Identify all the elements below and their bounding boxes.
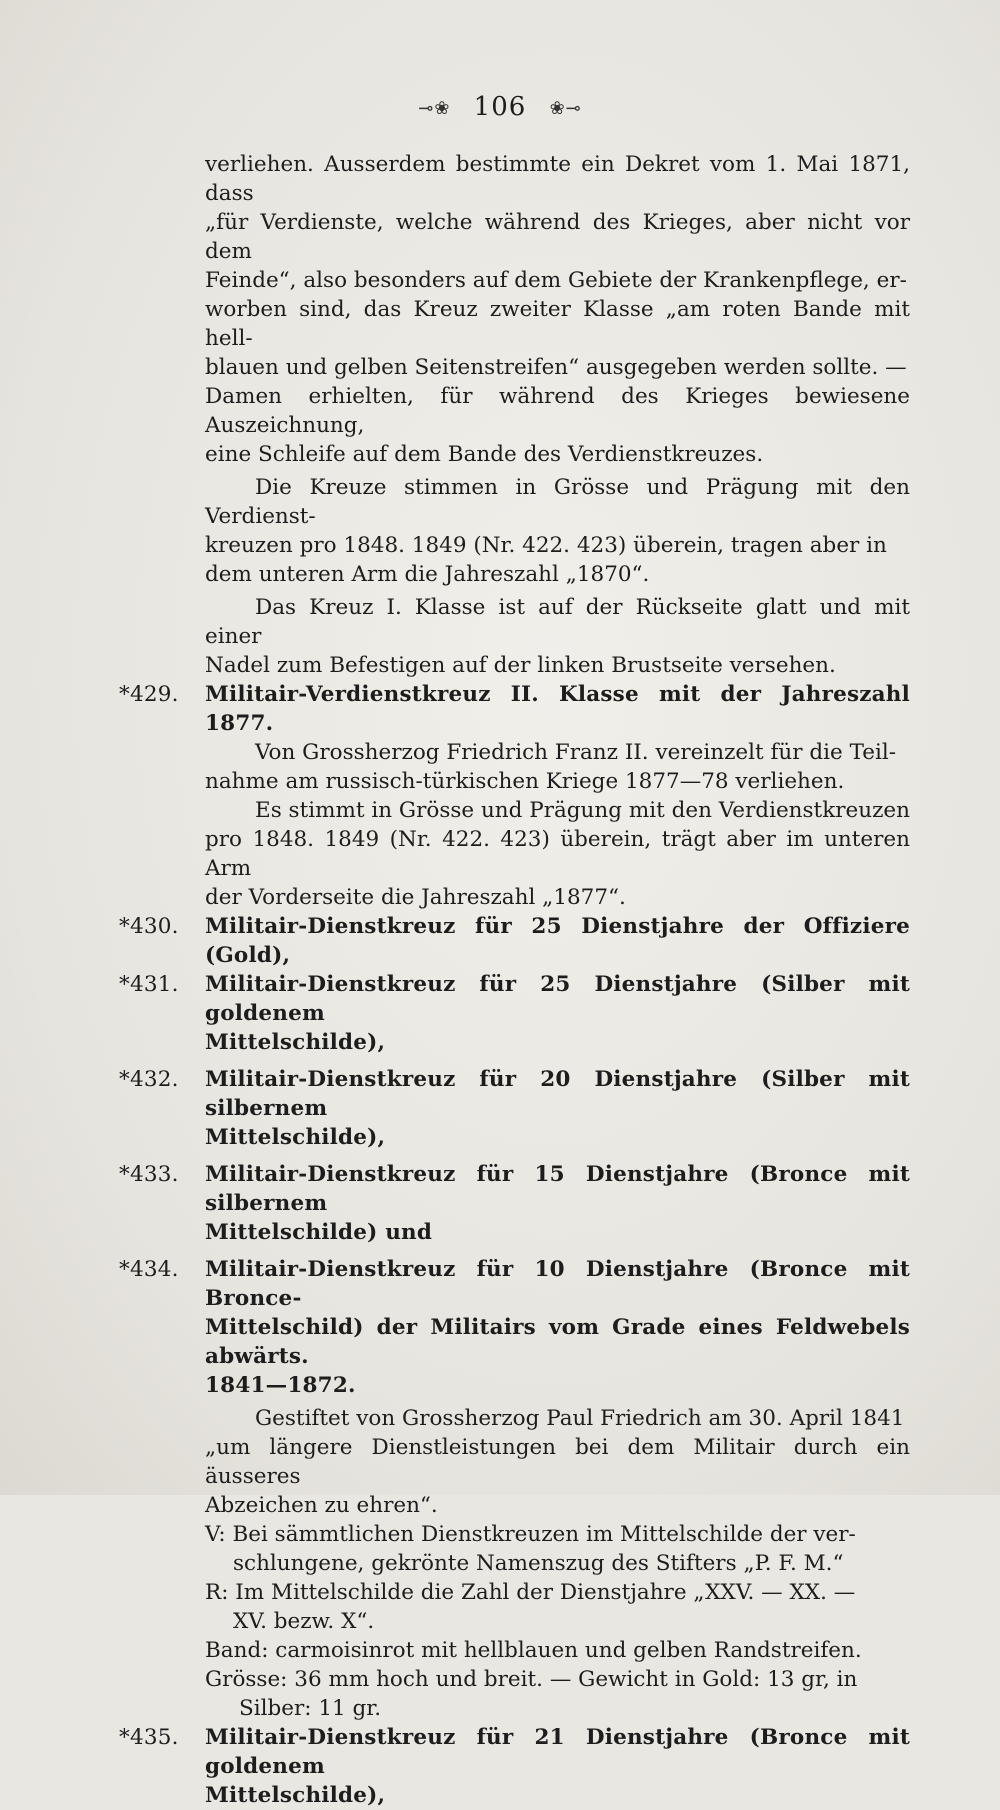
entry-title: Militair-Dienstkreuz für 21 Dienstjahre (Bronce mit goldenem: [205, 1725, 910, 1779]
entry-430: [119, 912, 910, 970]
entry-434-rueckseite: [205, 1578, 910, 1636]
entry-434-silber: [205, 1694, 910, 1723]
entry-434: [119, 1255, 910, 1400]
text-line: Gestiftet von Grossherzog Paul Friedrich am 30. April 1841: [255, 1406, 905, 1431]
text-line: worben sind, das Kreuz zweiter Klasse „am roten Bande mit hell-: [205, 297, 910, 351]
text-line: Es stimmt in Grösse und Prägung mit den Verdienstkreuzen: [255, 798, 910, 823]
entry-number: *430.: [119, 914, 179, 939]
entry-429-text-1: [205, 738, 910, 796]
entry-title: Militair-Dienstkreuz für 25 Dienstjahre (Silber mit goldenem: [205, 972, 910, 1026]
entry-429-text-2: [205, 796, 910, 912]
text-line: Silber: 11 gr.: [239, 1696, 382, 1721]
text-line: Grösse: 36 mm hoch und breit. — Gewicht in Gold: 13 gr, in: [205, 1667, 858, 1692]
entry-431: [119, 970, 910, 1057]
entry-number: *434.: [119, 1257, 179, 1282]
text-line: Nadel zum Befestigen auf der linken Brustseite versehen.: [205, 653, 836, 678]
text-line: V: Bei sämmtlichen Dienstkreuzen im Mittelschilde der ver-: [205, 1522, 856, 1547]
entry-number: *431.: [119, 972, 179, 997]
paragraph-kreuze: [205, 473, 910, 589]
text-line: Abzeichen zu ehren“.: [205, 1493, 438, 1518]
text-line: nahme am russisch-türkischen Kriege 1877—78 verliehen.: [205, 769, 845, 794]
text-line: Von Grossherzog Friedrich Franz II. vereinzelt für die Teil-: [255, 740, 896, 765]
entry-432: [119, 1065, 910, 1152]
text-line: Damen erhielten, für während des Krieges bewiesene Auszeichnung,: [205, 384, 910, 438]
ornament-left-icon: ⊸❀: [418, 97, 451, 119]
text-line: Feinde“, also besonders auf dem Gebiete der Krankenpflege, er-: [205, 268, 907, 293]
text-line: eine Schleife auf dem Bande des Verdienstkreuzes.: [205, 442, 764, 467]
text-line: Die Kreuze stimmen in Grösse und Prägung mit den Verdienst-: [205, 475, 910, 529]
entry-title: Militair-Verdienstkreuz II. Klasse mit der Jahreszahl 1877.: [205, 682, 910, 736]
entry-number: *432.: [119, 1067, 179, 1092]
text-line: R: Im Mittelschilde die Zahl der Dienstjahre „XXV. — XX. —: [205, 1580, 856, 1605]
entry-title: Mittelschilde) und: [205, 1220, 433, 1245]
entry-title: 1841—1872.: [205, 1373, 356, 1398]
text-line: „für Verdienste, welche während des Krieges, aber nicht vor dem: [205, 210, 910, 264]
text-line: kreuzen pro 1848. 1849 (Nr. 422. 423) überein, tragen aber in: [205, 533, 887, 558]
entry-number: *429.: [119, 682, 179, 707]
entry-435: [119, 1723, 910, 1810]
text-line: pro 1848. 1849 (Nr. 422. 423) überein, trägt aber im unteren Arm: [205, 827, 910, 881]
entry-title: Mittelschilde),: [205, 1783, 386, 1808]
entry-title: Militair-Dienstkreuz für 15 Dienstjahre (Bronce mit silbernem: [205, 1162, 910, 1216]
entry-title: Mittelschild) der Militairs vom Grade eines Feldwebels abwärts.: [205, 1315, 910, 1369]
entry-title: Militair-Dienstkreuz für 25 Dienstjahre der Offiziere (Gold),: [205, 914, 910, 968]
page-body: [119, 150, 910, 1810]
paragraph-continuation: [205, 150, 910, 469]
entry-title: Militair-Dienstkreuz für 10 Dienstjahre (Bronce mit Bronce-: [205, 1257, 910, 1311]
ornament-right-icon: ❀⊸: [549, 97, 582, 119]
entry-number: *433.: [119, 1162, 179, 1187]
text-line: blauen und gelben Seitenstreifen“ ausgegeben werden sollte. —: [205, 355, 907, 380]
page-number: 106: [473, 92, 527, 122]
text-line: Das Kreuz I. Klasse ist auf der Rückseite glatt und mit einer: [205, 595, 910, 649]
paragraph-kreuz-klasse-1: [205, 593, 910, 680]
page-header: [0, 92, 1000, 122]
text-line: XV. bezw. X“.: [233, 1609, 375, 1634]
entry-title: Mittelschilde),: [205, 1030, 386, 1055]
text-line: dem unteren Arm die Jahreszahl „1870“.: [205, 562, 650, 587]
entry-title: Mittelschilde),: [205, 1125, 386, 1150]
text-line: der Vorderseite die Jahreszahl „1877“.: [205, 885, 626, 910]
entry-title: Militair-Dienstkreuz für 20 Dienstjahre (Silber mit silbernem: [205, 1067, 910, 1121]
entry-number: *435.: [119, 1725, 179, 1750]
text-line: schlungene, gekrönte Namenszug des Stifters „P. F. M.“: [233, 1551, 844, 1576]
entry-434-vorderseite: [205, 1520, 910, 1578]
entry-434-band: [205, 1636, 910, 1694]
text-line: „um längere Dienstleistungen bei dem Militair durch ein äusseres: [205, 1435, 910, 1489]
text-line: verliehen. Ausserdem bestimmte ein Dekret vom 1. Mai 1871, dass: [205, 152, 910, 206]
entry-434-text: [205, 1404, 910, 1520]
entry-433: [119, 1160, 910, 1247]
entry-429: [119, 680, 910, 738]
text-line: Band: carmoisinrot mit hellblauen und gelben Randstreifen.: [205, 1638, 862, 1663]
